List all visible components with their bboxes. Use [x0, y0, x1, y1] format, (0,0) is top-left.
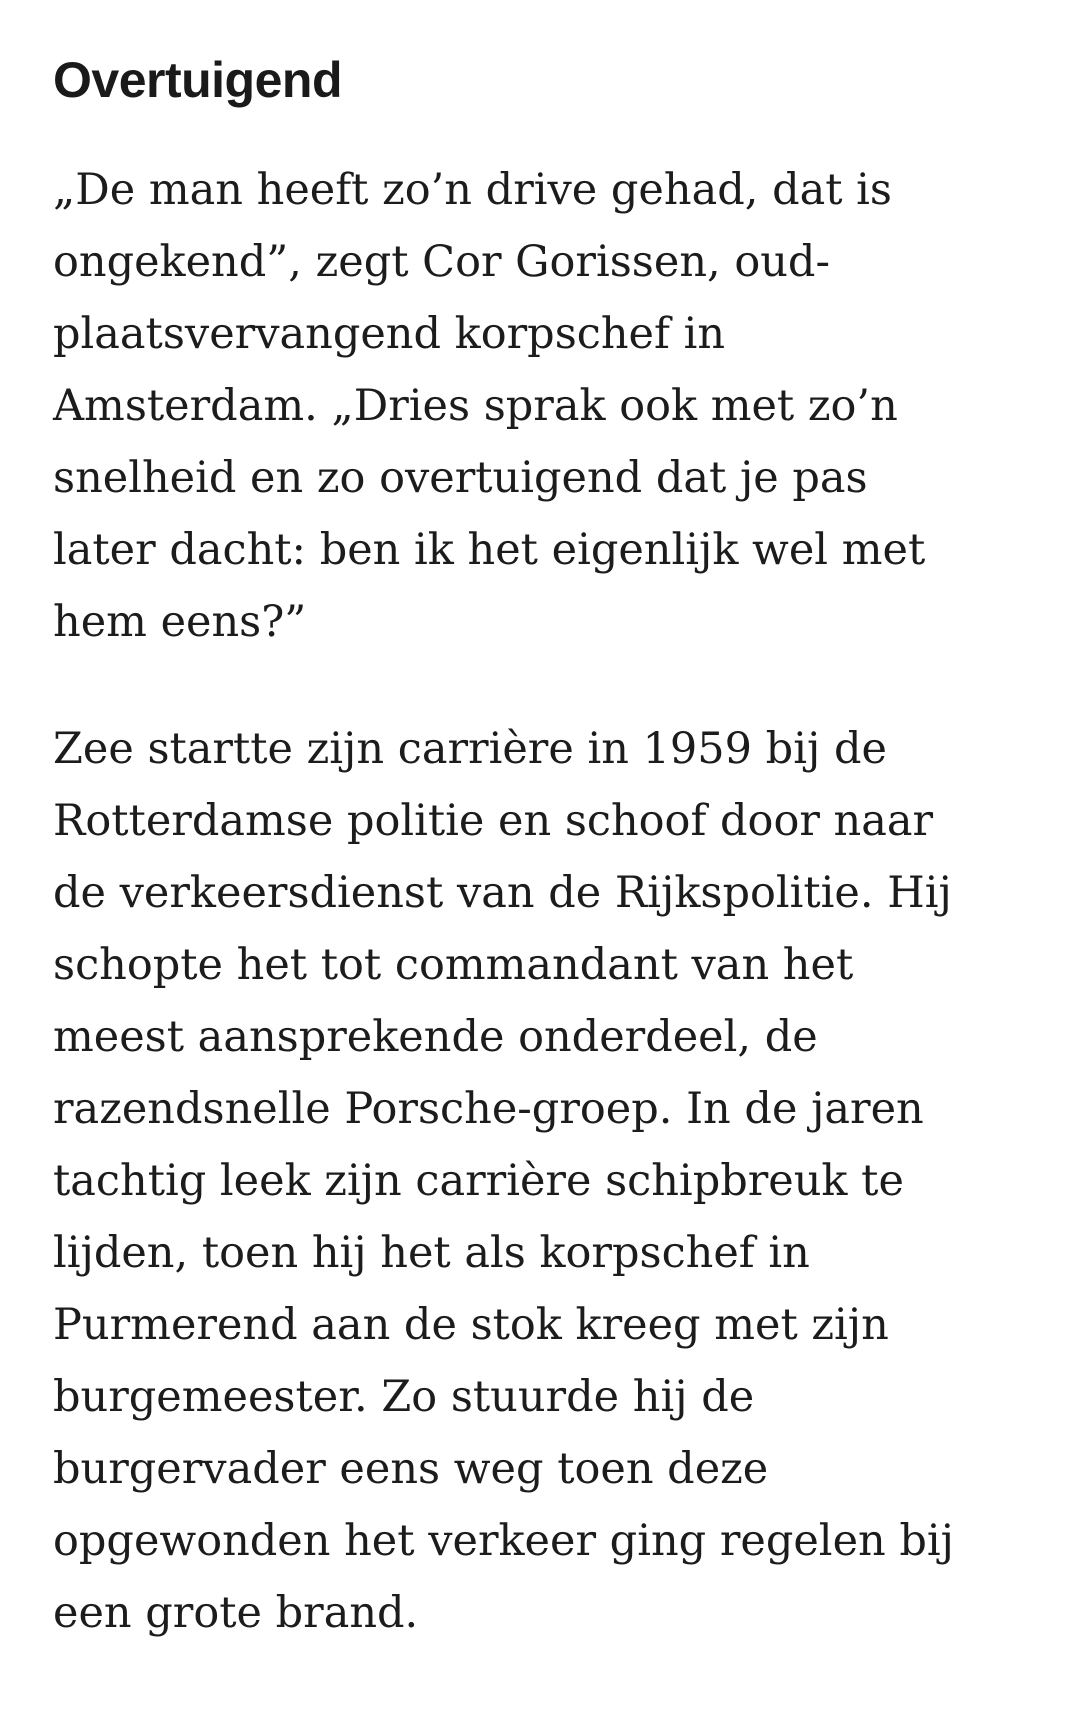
text-line: burgemeester. Zo stuurde hij de [53, 1372, 755, 1422]
text-line: Amsterdam. „Dries sprak ook met zo’n [53, 381, 898, 431]
text-line: de verkeersdienst van de Rijkspolitie. Hij [53, 868, 952, 918]
text-line: later dacht: ben ik het eigenlijk wel met [53, 525, 926, 575]
text-line: burgervader eens weg toen deze [53, 1444, 769, 1494]
text-line: Purmerend aan de stok kreeg met zijn [53, 1300, 889, 1350]
text-line: snelheid en zo overtuigend dat je pas [53, 453, 868, 503]
text-line: lijden, toen hij het als korpschef in [53, 1228, 810, 1278]
paragraph-career [53, 713, 1033, 1649]
article-body [53, 50, 1033, 1704]
paragraph-quote [53, 154, 1033, 658]
text-line: Rotterdamse politie en schoof door naar [53, 796, 934, 846]
text-line: schopte het tot commandant van het [53, 940, 854, 990]
text-line: een grote brand. [53, 1588, 419, 1638]
text-line: razendsnelle Porsche-groep. In de jaren [53, 1084, 924, 1134]
text-line: hem eens?” [53, 597, 307, 647]
text-line: opgewonden het verkeer ging regelen bij [53, 1516, 954, 1566]
section-heading: Overtuigend [53, 52, 342, 108]
text-line: Zee startte zijn carrière in 1959 bij de [53, 724, 887, 774]
text-line: tachtig leek zijn carrière schipbreuk te [53, 1156, 904, 1206]
text-line: „De man heeft zo’n drive gehad, dat is [53, 165, 893, 215]
text-line: meest aansprekende onderdeel, de [53, 1012, 818, 1062]
text-line: plaatsvervangend korpschef in [53, 309, 726, 359]
text-line: ongekend”, zegt Cor Gorissen, oud- [53, 237, 830, 287]
